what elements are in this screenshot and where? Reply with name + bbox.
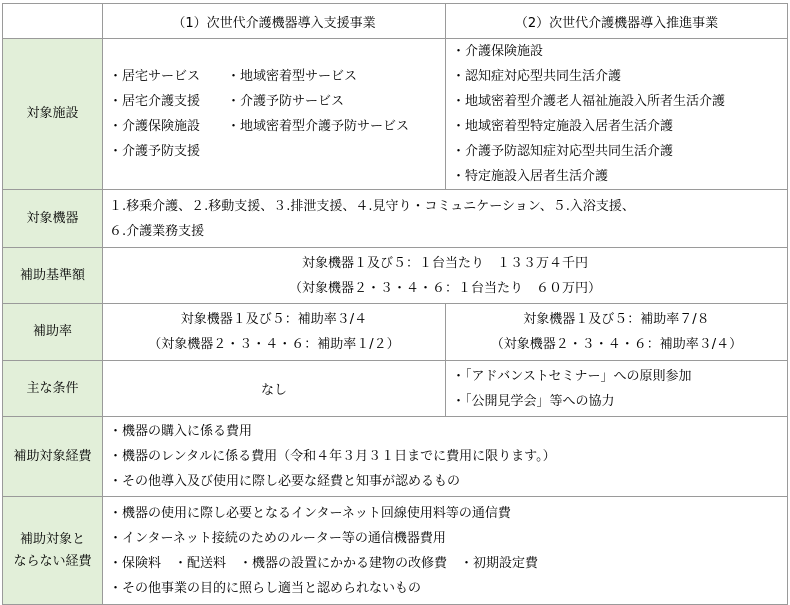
- conditions-promotion-cell: [446, 361, 788, 417]
- facilities-support-left-list: [109, 64, 227, 164]
- base-amount-line: 対象機器１及び５：１台当たり １３３万４千円: [301, 255, 588, 271]
- row-label-rate: 補助率: [3, 304, 103, 361]
- rate-line: 対象機器１及び５：補助率３/４: [180, 312, 368, 327]
- list-item: ・機器の購入に係る費用: [109, 424, 253, 439]
- conditions-support-cell: なし: [103, 361, 446, 417]
- list-item: ・居宅サービス: [109, 69, 201, 84]
- base-amount-cell: [103, 248, 788, 304]
- header-row: [3, 4, 788, 39]
- row-conditions: [3, 361, 788, 417]
- list-item: ・地域密着型特定施設入居者生活介護: [452, 119, 674, 134]
- list-item: ・介護予防認知症対応型共同生活介護: [452, 144, 674, 159]
- list-item: ・その他事業の目的に照らし適当と認められないもの: [109, 580, 422, 596]
- ineligible-costs-cell: [103, 497, 788, 605]
- list-item: ・機器の使用に際し必要となるインターネット回線使用料等の通信費: [109, 505, 511, 521]
- row-ineligible-costs: [3, 497, 788, 605]
- row-label-base-amount: 補助基準額: [3, 248, 103, 304]
- list-item: ・機器のレンタルに係る費用（令和４年３月３１日までに費用に限ります。）: [109, 449, 556, 464]
- rate-line: 対象機器１及び５：補助率７/８: [523, 312, 710, 327]
- row-rate: [3, 304, 788, 361]
- list-item: ・「公開見学会」等への協力: [452, 393, 615, 409]
- equipment-line: １.移乗介護、２.移動支援、３.排泄支援、４.見守り・コミュニケーション、５.入浴支援、: [109, 198, 635, 214]
- list-item: ・認知症対応型共同生活介護: [452, 69, 622, 84]
- row-label-line: ならない経費: [13, 553, 92, 569]
- list-item: ・介護保険施設: [452, 44, 544, 59]
- row-label-line: 補助対象と: [19, 531, 85, 547]
- list-item: ・地域密着型介護予防サービス: [227, 119, 410, 134]
- header-support-project: （1）次世代介護機器導入支援事業: [103, 4, 446, 39]
- subsidy-table: [2, 3, 788, 605]
- list-item: ・その他導入及び使用に際し必要な経費と知事が認めるもの: [109, 474, 461, 489]
- row-label-equipment: 対象機器: [3, 190, 103, 248]
- list-item: ・保険料 ・配送料 ・機器の設置にかかる建物の改修費 ・初期設定費: [109, 555, 539, 571]
- eligible-costs-cell: [103, 417, 788, 497]
- row-equipment: [3, 190, 788, 248]
- list-item: ・地域密着型サービス: [227, 69, 358, 84]
- rate-line: （対象機器２・３・４・６：補助率３/４）: [490, 337, 743, 352]
- rate-support-cell: [103, 304, 446, 361]
- row-eligible-costs: [3, 417, 788, 497]
- list-item: ・「アドバンストセミナー」への原則参加: [452, 368, 692, 384]
- list-item: ・介護予防サービス: [227, 94, 345, 109]
- list-item: ・介護予防支援: [109, 144, 201, 159]
- header-promotion-project: （2）次世代介護機器導入推進事業: [446, 4, 788, 39]
- row-base-amount: [3, 248, 788, 304]
- row-label-conditions: 主な条件: [3, 361, 103, 417]
- list-item: ・居宅介護支援: [109, 94, 201, 109]
- row-facilities: [3, 39, 788, 190]
- row-label-eligible-costs: 補助対象経費: [3, 417, 103, 497]
- header-corner: [3, 4, 103, 39]
- list-item: ・インターネット接続のためのルーター等の通信機器費用: [109, 530, 446, 546]
- base-amount-line: （対象機器２・３・４・６：１台当たり ６０万円）: [288, 280, 601, 296]
- list-item: ・介護保険施設: [109, 119, 201, 134]
- list-item: ・特定施設入居者生活介護: [452, 169, 609, 184]
- row-label-facilities: 対象施設: [3, 39, 103, 190]
- rate-line: （対象機器２・３・４・６：補助率１/２）: [148, 337, 400, 352]
- equipment-line: ６.介護業務支援: [109, 223, 205, 239]
- list-item: ・地域密着型介護老人福祉施設入所者生活介護: [452, 94, 726, 109]
- facilities-support-right-list: [227, 64, 409, 164]
- facilities-promotion-cell: [446, 39, 788, 190]
- facilities-support-cell: [103, 39, 446, 190]
- rate-promotion-cell: [446, 304, 788, 361]
- equipment-cell: [103, 190, 788, 248]
- row-label-ineligible-costs: [3, 497, 103, 605]
